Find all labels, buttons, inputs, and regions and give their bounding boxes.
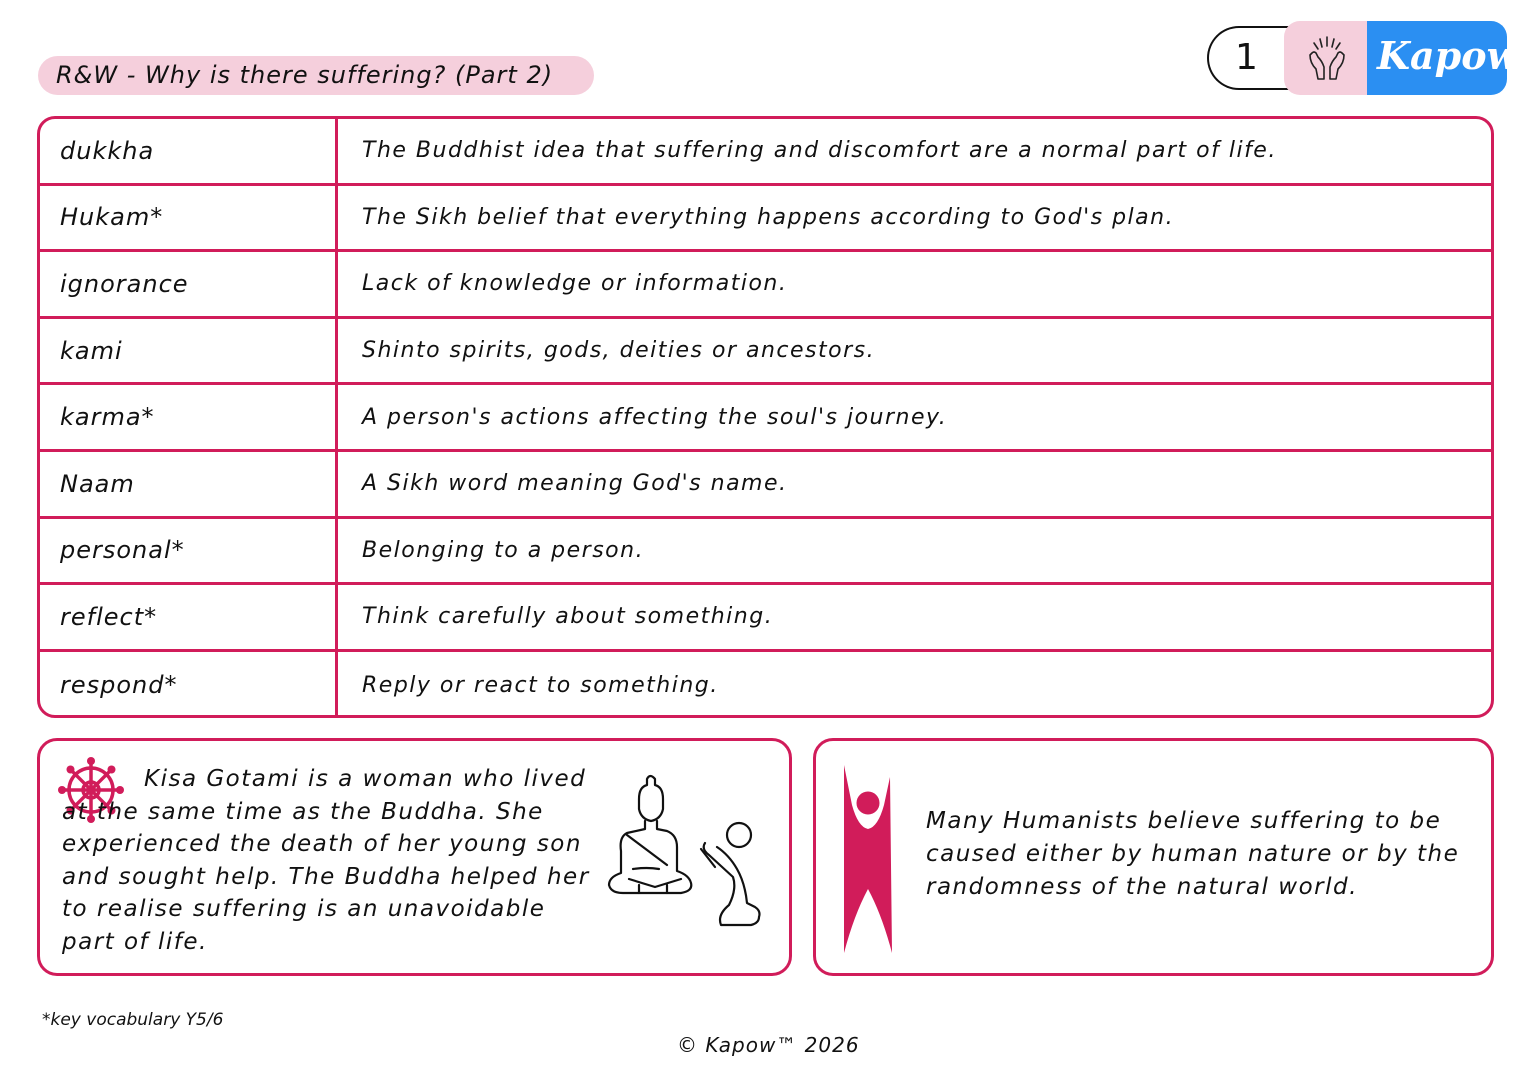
term-cell: respond* (40, 652, 338, 718)
term-cell: Naam (40, 452, 338, 516)
term-cell: Hukam* (40, 186, 338, 250)
term-cell: karma* (40, 385, 338, 449)
story-text: Kisa Gotami is a woman who lived at the same time as the Buddha. She experienced the death of her young son and sought help. The Buddha helped her to realise suffering is an unavoidable part of life. (62, 766, 590, 955)
kapow-logo (1367, 21, 1527, 95)
table-row (40, 252, 1491, 319)
vocabulary-table (37, 116, 1494, 718)
term-cell: personal* (40, 519, 338, 583)
table-row (40, 519, 1491, 586)
definition-cell: A Sikh word meaning God's name. (362, 471, 788, 497)
page-title: R&W - Why is there suffering? (Part 2) (38, 56, 594, 95)
definition-cell: Belonging to a person. (362, 537, 645, 563)
table-row (40, 186, 1491, 253)
humanist-panel (813, 738, 1494, 976)
definition-cell: The Sikh belief that everything happens according to God's plan. (362, 204, 1175, 230)
table-row (40, 319, 1491, 386)
term-cell: dukkha (40, 119, 338, 183)
table-row (40, 119, 1491, 186)
humanist-text: Many Humanists believe suffering to be caused either by human nature or by the randomness of the natural world. (926, 808, 1460, 900)
footnote: *key vocabulary Y5/6 (42, 1010, 224, 1030)
praying-hands-icon (1284, 21, 1369, 95)
definition-cell: Think carefully about something. (362, 604, 774, 630)
definition-cell: Shinto spirits, gods, deities or ancestors. (362, 338, 876, 364)
term-cell: ignorance (40, 252, 338, 316)
table-row (40, 652, 1491, 718)
definition-cell: Reply or react to something. (362, 672, 719, 698)
definition-cell: A person's actions affecting the soul's journey. (362, 404, 948, 430)
buddhist-story-panel (37, 738, 792, 976)
term-cell: reflect* (40, 585, 338, 649)
definition-cell: Lack of knowledge or information. (362, 271, 788, 297)
happy-human-icon (842, 765, 894, 959)
table-row (40, 585, 1491, 652)
term-cell: kami (40, 319, 338, 383)
brand-name: Kapow (1377, 33, 1520, 78)
buddha-and-kneeling-woman-illustration (605, 771, 780, 950)
table-row (40, 385, 1491, 452)
trademark: ™ (1519, 65, 1527, 75)
table-row (40, 452, 1491, 519)
definition-cell: The Buddhist idea that suffering and discomfort are a normal part of life. (362, 138, 1277, 164)
unit-number: 1 (1207, 26, 1317, 90)
copyright: © Kapow™ 2026 (677, 1033, 860, 1057)
